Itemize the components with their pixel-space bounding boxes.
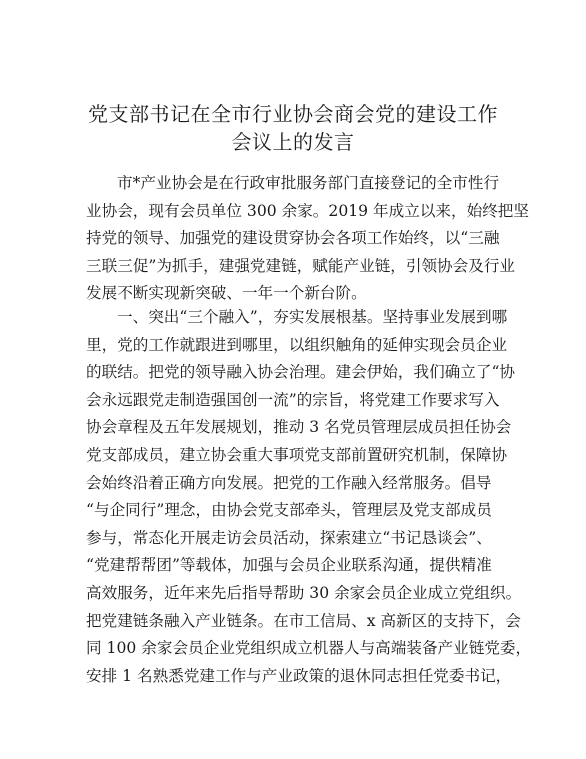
- text-line: 会始终沿着正确方向发展。把党的工作融入经常服务。倡导: [86, 473, 492, 492]
- text-line: 市*产业协会是在行政审批服务部门直接登记的全市性行: [117, 174, 500, 192]
- text-line: 安排 1 名熟悉党建工作与产业政策的退休同志担任党委书记，: [86, 666, 512, 685]
- text-line: 会永远跟党走制造强国创一流”的宗旨，将党建工作要求写入: [86, 390, 500, 409]
- paragraph-intro: [86, 170, 529, 308]
- text-line: 高效服务，近年来先后指导帮助 30 余家会员企业成立党组织。: [86, 583, 522, 602]
- text-line: 里，党的工作就跟进到哪里，以组织触角的延伸实现会员企业: [86, 335, 508, 354]
- title-line-2: 会议上的发言: [231, 130, 355, 154]
- text-line: 参与，常态化开展走访会员活动，探索建立“书记恳谈会”、: [86, 528, 492, 547]
- text-line: 业协会，现有会员单位 300 余家。2019 年成立以来，始终把坚: [86, 201, 529, 220]
- text-line: 党支部成员，建立协会重大事项党支部前置研究机制，保障协: [86, 445, 508, 464]
- text-line: 三联三促”为抓手，建强党建链，赋能产业链，引领协会及行业: [86, 256, 516, 275]
- text-line: 一、突出“三个融入”，夯实发展根基。坚持事业发展到哪: [117, 308, 508, 326]
- text-line: “党建帮帮团”等载体，加强与会员企业联系沟通，提供精准: [86, 556, 492, 575]
- text-line: 的联结。把党的领导融入协会治理。建会伊始，我们确立了“协: [86, 363, 516, 382]
- text-line: 发展不断实现新突破、一年一个新台阶。: [86, 284, 367, 303]
- document-title: [60, 100, 526, 156]
- title-line-1: 党支部书记在全市行业协会商会党的建设工作: [88, 102, 498, 126]
- text-line: 同 100 余家会员企业党组织成立机器人与高端装备产业链党委，: [86, 639, 532, 658]
- text-line: 协会章程及五年发展规划，推动 3 名党员管理层成员担任协会: [86, 418, 512, 437]
- text-line: 把党建链条融入产业链条。在市工信局、x 高新区的支持下，会: [86, 611, 521, 630]
- text-line: 持党的领导、加强党的建设贯穿协会各项工作始终，以“三融: [86, 229, 500, 248]
- text-line: “与企同行”理念，由协会党支部牵头，管理层及党支部成员: [86, 501, 492, 520]
- paragraph-section-one: [86, 304, 532, 690]
